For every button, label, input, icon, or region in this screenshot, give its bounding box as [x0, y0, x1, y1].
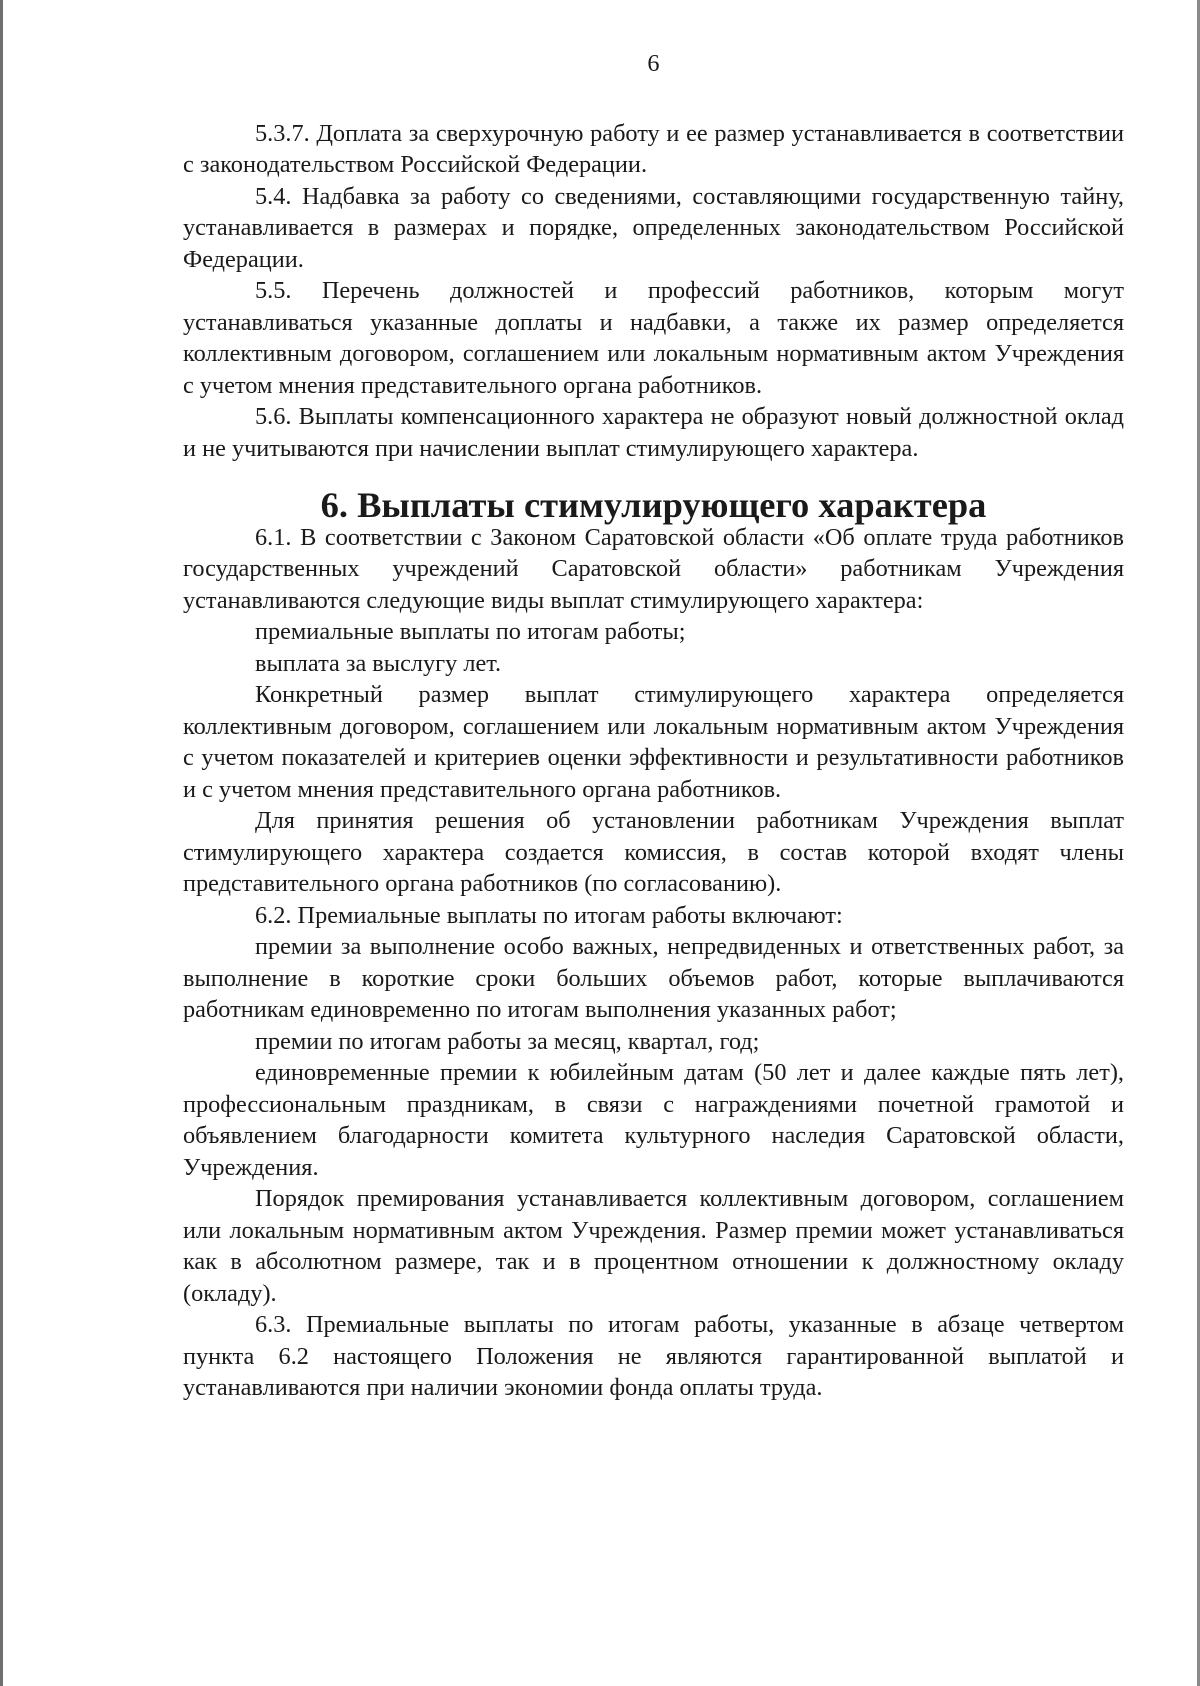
- paragraph-5-5: 5.5. Перечень должностей и профессий работников, которым могут устанавливаться указанные доплаты и надбавки, а также их размер определяется коллективным договором, соглашением или локальным нормативным актом Учреждения с учетом мнения представительного органа работников.: [183, 277, 1124, 399]
- list-item-seniority-payment: выплата за выслугу лет.: [255, 649, 502, 677]
- paragraph-6-3: 6.3. Премиальные выплаты по итогам работы, указанные в абзаце четвертом пункта 6.2 настоящего Положения не являются гарантированной выплатой и устанавливаются при наличии экономии фонда оплаты труда.: [183, 1311, 1124, 1401]
- paragraph-specific-amount: Конкретный размер выплат стимулирующего характера определяется коллективным договором, соглашением или локальным нормативным актом Учреждения с учетом показателей и критериев оценки эффективности и результативности работников и с учетом мнения представительного органа работников.: [183, 681, 1124, 803]
- document-page: [183, 48, 1124, 1404]
- paragraph-6-2: 6.2. Премиальные выплаты по итогам работы включают:: [255, 901, 843, 929]
- paragraph-bonus-procedure: Порядок премирования устанавливается коллективным договором, соглашением или локальным нормативным актом Учреждения. Размер премии может устанавливаться как в абсолютном размере, так и в процентном отношении к должностному окладу (окладу).: [183, 1185, 1124, 1307]
- list-item-periodic-bonus: премии по итогам работы за месяц, квартал, год;: [255, 1027, 760, 1055]
- paragraph-6-1: 6.1. В соответствии с Законом Саратовской области «Об оплате труда работников государственных учреждений Саратовской области» работникам Учреждения устанавливаются следующие виды выплат стимулирующего характера:: [183, 523, 1124, 614]
- page-number: 6: [647, 50, 660, 77]
- paragraph-5-3-7: 5.3.7. Доплата за сверхурочную работу и ее размер устанавливается в соответствии с законодательством Российской Федерации.: [183, 119, 1124, 178]
- paragraph-commission: Для принятия решения об установлении работникам Учреждения выплат стимулирующего характера создается комиссия, в состав которой входят члены представительного органа работников (по согласованию).: [183, 807, 1124, 897]
- section-heading: 6. Выплаты стимулирующего характера: [320, 485, 987, 525]
- paragraph-5-6: 5.6. Выплаты компенсационного характера не образуют новый должностной оклад и не учитываются при начислении выплат стимулирующего характера.: [183, 403, 1124, 462]
- list-item-anniversary-bonus: единовременные премии к юбилейным датам (50 лет и далее каждые пять лет), профессиональным праздникам, в связи с награждениями почетной грамотой и объявлением благодарности комитета культурного наследия Саратовской области, Учреждения.: [183, 1059, 1124, 1181]
- scan-border-left: [0, 0, 3, 1686]
- list-item-special-work-bonus: премии за выполнение особо важных, непредвиденных и ответственных работ, за выполнение в короткие сроки больших объемов работ, которые выплачиваются работникам единовременно по итогам выполнения указанных работ;: [183, 933, 1124, 1023]
- list-item-premium-payments: премиальные выплаты по итогам работы;: [255, 618, 686, 645]
- paragraph-5-4: 5.4. Надбавка за работу со сведениями, составляющими государственную тайну, устанавливается в размерах и порядке, определенных законодательством Российской Федерации.: [183, 182, 1124, 273]
